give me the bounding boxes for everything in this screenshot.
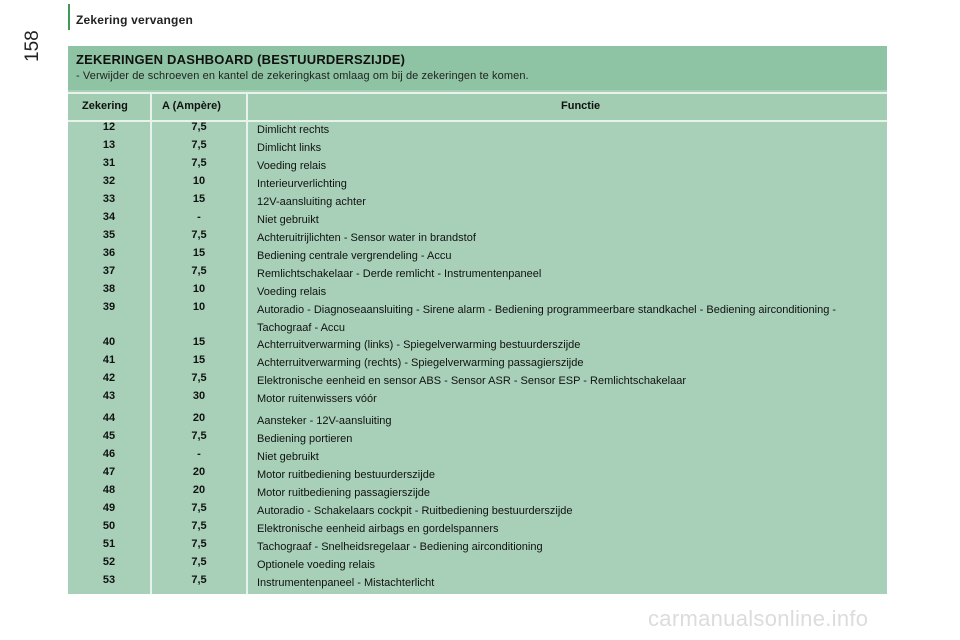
fuse-amperage: 7,5	[191, 157, 207, 169]
fuse-amperage: 7,5	[191, 556, 207, 568]
fuse-amperage: 10	[192, 175, 206, 187]
fuse-amperage: 15	[192, 193, 206, 205]
fuse-amperage: 15	[192, 336, 206, 348]
fuse-function: Motor ruitenwissers vóór	[257, 393, 377, 405]
fuse-number: 51	[102, 538, 116, 550]
page-number: 158	[22, 30, 43, 62]
fuse-function: Instrumentenpaneel - Mistachterlicht	[257, 577, 435, 589]
fuse-number: 32	[102, 175, 116, 187]
fuse-amperage: 20	[192, 484, 206, 496]
column-header-fuse: Zekering	[82, 100, 128, 112]
fuse-function: 12V-aansluiting achter	[257, 196, 366, 208]
fuse-amperage: 7,5	[191, 538, 207, 550]
fuse-function: Achterruitverwarming (links) - Spiegelverwarming bestuurderszijde	[257, 339, 581, 351]
fuse-amperage: 10	[192, 283, 206, 295]
fuse-number: 13	[102, 139, 116, 151]
fuse-function: Motor ruitbediening bestuurderszijde	[257, 469, 435, 481]
fuse-table-panel	[68, 46, 887, 594]
fuse-number: 37	[102, 265, 116, 277]
fuse-number: 31	[102, 157, 116, 169]
fuse-number: 45	[102, 430, 116, 442]
fuse-function: Autoradio - Schakelaars cockpit - Ruitbediening bestuurderszijde	[257, 505, 573, 517]
column-header-amp: A (Ampère)	[162, 100, 221, 112]
fuse-amperage: 7,5	[191, 229, 207, 241]
fuse-number: 39	[102, 301, 116, 313]
fuse-amperage: 10	[192, 301, 206, 313]
fuse-amperage: 15	[192, 354, 206, 366]
fuse-number: 44	[102, 412, 116, 424]
fuse-function: Interieurverlichting	[257, 178, 347, 190]
fuse-number: 36	[102, 247, 116, 259]
fuse-number: 35	[102, 229, 116, 241]
section-accent-bar	[68, 4, 70, 30]
fuse-function: Niet gebruikt	[257, 451, 319, 463]
fuse-number: 50	[102, 520, 116, 532]
table-header-row	[68, 92, 887, 122]
fuse-function: Autoradio - Diagnoseaansluiting - Sirene alarm - Bediening programmeerbare standkachel - Bediening airconditioning - Tachograaf - Accu	[257, 304, 837, 334]
fuse-number: 42	[102, 372, 116, 384]
fuse-amperage: 20	[192, 412, 206, 424]
fuse-amperage: 30	[192, 390, 206, 402]
fuse-number: 47	[102, 466, 116, 478]
fuse-amperage: 15	[192, 247, 206, 259]
fuse-number: 49	[102, 502, 116, 514]
fuse-function: Achterruitverwarming (rechts) - Spiegelverwarming passagierszijde	[257, 357, 584, 369]
fuse-amperage: 7,5	[191, 502, 207, 514]
fuse-number: 38	[102, 283, 116, 295]
fuse-amperage: 7,5	[191, 430, 207, 442]
fuse-function: Tachograaf - Snelheidsregelaar - Bediening airconditioning	[257, 541, 543, 553]
fuse-function: Dimlicht rechts	[257, 124, 330, 136]
fuse-amperage: 7,5	[191, 121, 207, 133]
fuse-amperage: -	[197, 211, 201, 223]
fuse-number: 46	[102, 448, 116, 460]
fuse-number: 53	[102, 574, 116, 586]
fuse-function: Optionele voeding relais	[257, 559, 376, 571]
section-title: Zekering vervangen	[76, 13, 193, 27]
fuse-function: Bediening centrale vergrendeling - Accu	[257, 250, 452, 262]
watermark: carmanualsonline.info	[648, 606, 869, 631]
fuse-number: 12	[102, 121, 116, 133]
fuse-function: Aansteker - 12V-aansluiting	[257, 415, 392, 427]
fuse-function: Remlichtschakelaar - Derde remlicht - Instrumentenpaneel	[257, 268, 542, 280]
fuse-amperage: 7,5	[191, 520, 207, 532]
panel-title: ZEKERINGEN DASHBOARD (BESTUURDERSZIJDE)	[76, 52, 406, 67]
fuse-function: Bediening portieren	[257, 433, 353, 445]
fuse-function: Voeding relais	[257, 286, 327, 298]
panel-header	[68, 46, 887, 90]
fuse-amperage: 7,5	[191, 574, 207, 586]
fuse-number: 33	[102, 193, 116, 205]
panel-instruction: - Verwijder de schroeven en kantel de zekeringkast omlaag om bij de zekeringen te komen.	[76, 70, 529, 82]
fuse-amperage: -	[197, 448, 201, 460]
fuse-amperage: 20	[192, 466, 206, 478]
column-header-function: Functie	[561, 100, 601, 112]
fuse-amperage: 7,5	[191, 139, 207, 151]
fuse-function: Niet gebruikt	[257, 214, 319, 226]
fuse-number: 34	[102, 211, 116, 223]
fuse-number: 43	[102, 390, 116, 402]
column-divider	[246, 92, 248, 594]
fuse-number: 41	[102, 354, 116, 366]
fuse-function: Achteruitrijlichten - Sensor water in brandstof	[257, 232, 476, 244]
fuse-function: Dimlicht links	[257, 142, 322, 154]
fuse-number: 40	[102, 336, 116, 348]
fuse-number: 52	[102, 556, 116, 568]
fuse-function: Voeding relais	[257, 160, 327, 172]
fuse-function: Motor ruitbediening passagierszijde	[257, 487, 431, 499]
fuse-amperage: 7,5	[191, 265, 207, 277]
fuse-function: Elektronische eenheid airbags en gordelspanners	[257, 523, 499, 535]
fuse-function: Elektronische eenheid en sensor ABS - Sensor ASR - Sensor ESP - Remlichtschakelaar	[257, 375, 687, 387]
fuse-number: 48	[102, 484, 116, 496]
fuse-amperage: 7,5	[191, 372, 207, 384]
